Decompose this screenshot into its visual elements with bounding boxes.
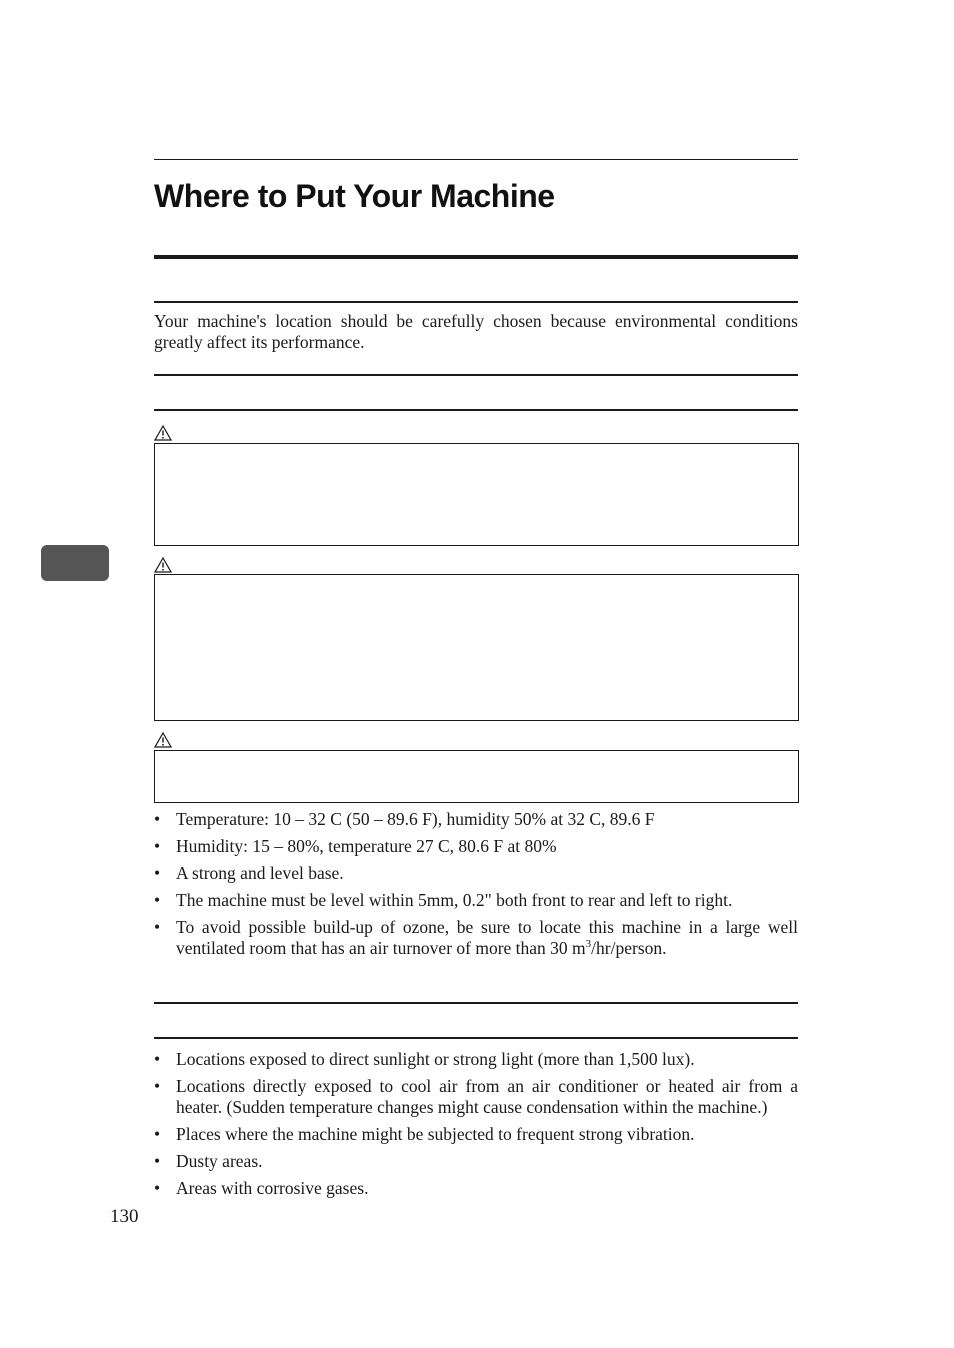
list-item: • The machine must be level within 5mm, 0.2" both front to rear and left to right. <box>154 890 733 910</box>
avoid-locations-list <box>154 1049 798 1205</box>
section-rule <box>154 301 798 303</box>
warning-triangle-icon <box>154 732 172 748</box>
list-item: • Locations directly exposed to cool air from an air conditioner or heated air from a heater. (Sudden temperature changes might cause condensation within the machine.) <box>154 1076 798 1117</box>
section-rule-thick <box>154 255 798 259</box>
warning-box-1 <box>154 443 799 546</box>
list-item: • Areas with corrosive gases. <box>154 1178 369 1198</box>
warning-triangle-icon <box>154 557 172 573</box>
subsection-rule-1 <box>154 374 798 376</box>
list-item: • Locations exposed to direct sunlight or strong light (more than 1,500 lux). <box>154 1049 695 1069</box>
list-item: • Temperature: 10 – 32 C (50 – 89.6 F), humidity 50% at 32 C, 89.6 F <box>154 809 655 829</box>
list-item: • A strong and level base. <box>154 863 344 883</box>
top-rule <box>154 159 798 160</box>
chapter-thumb-tab <box>41 545 109 581</box>
warning-box-3 <box>154 750 799 803</box>
list-item: • Places where the machine might be subjected to frequent strong vibration. <box>154 1124 695 1144</box>
intro-paragraph: Your machine's location should be carefully chosen because environmental conditions greatly affect its performance. <box>154 311 798 352</box>
list-item: • Dusty areas. <box>154 1151 263 1171</box>
list-item: • Humidity: 15 – 80%, temperature 27 C, 80.6 F at 80% <box>154 836 557 856</box>
warning-box-2 <box>154 574 799 721</box>
page-number: 130 <box>110 1206 139 1227</box>
subsection-rule-2 <box>154 409 798 411</box>
optimum-conditions-list <box>154 809 798 965</box>
list-item: • To avoid possible build-up of ozone, be sure to locate this machine in a large well ventilated room that has an air turnover of more than 30 $m^3/hr$/person. <box>154 917 798 958</box>
page-title: Where to Put Your Machine <box>154 178 555 214</box>
subsection-rule-4 <box>154 1037 798 1039</box>
warning-triangle-icon <box>154 425 172 441</box>
subsection-rule-3 <box>154 1002 798 1004</box>
